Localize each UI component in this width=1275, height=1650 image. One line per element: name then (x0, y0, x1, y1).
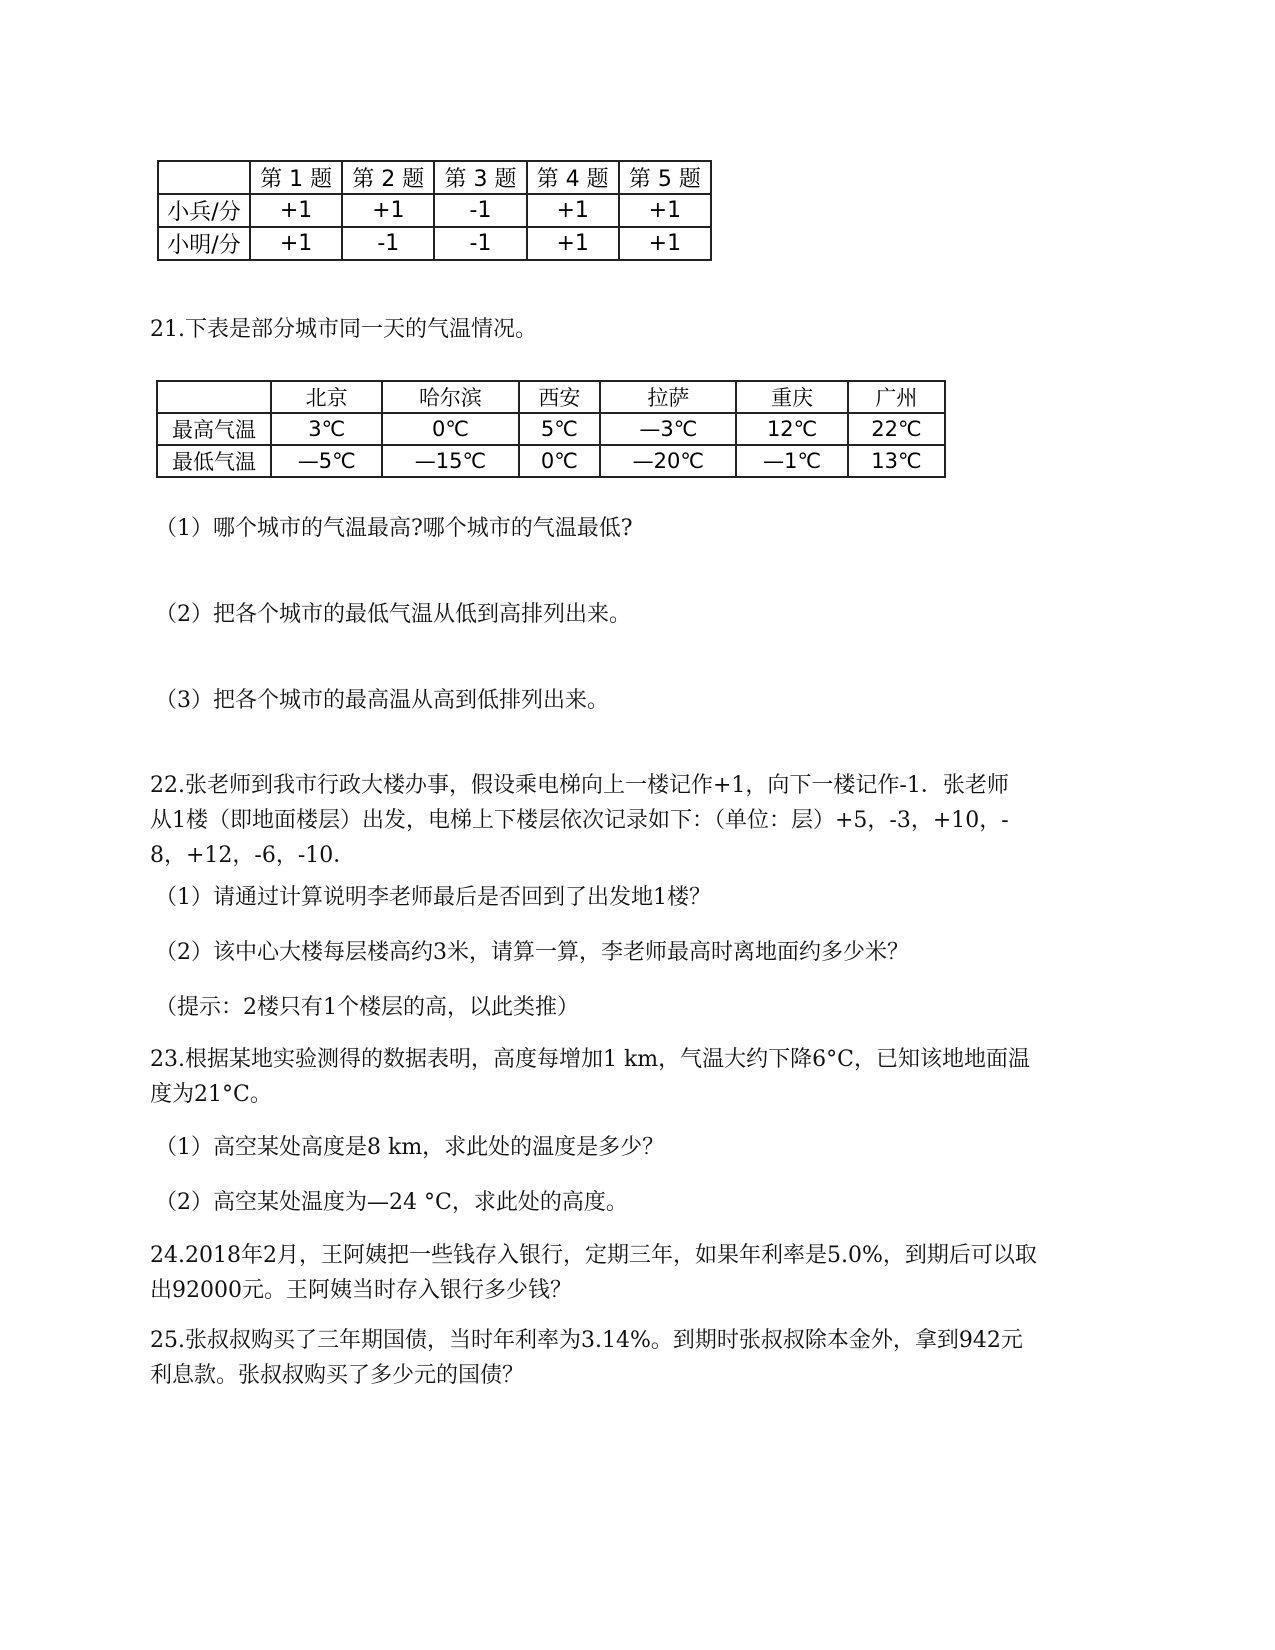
question-22-part-2: （2）该中心大楼每层楼高约3米，请算一算，李老师最高时离地面约多少米？ (155, 940, 909, 965)
table-cell: +1 (527, 227, 619, 260)
table-cell: 5℃ (519, 413, 601, 445)
table-cell: +1 (619, 227, 711, 260)
table-row (158, 194, 711, 227)
table-header-row (157, 381, 945, 413)
question-23-part-1: （1）高空某处高度是8 km，求此处的温度是多少？ (155, 1135, 665, 1160)
table-header-cell: 拉萨 (600, 381, 736, 413)
table-header-cell: 西安 (519, 381, 601, 413)
row-label: 最高气温 (157, 413, 271, 445)
temperature-table (156, 380, 946, 478)
question-23-line-1: 23.根据某地实验测得的数据表明，高度每增加1 km，气温大约下降6°C，已知该地地面温 (150, 1047, 1031, 1072)
table-corner-cell (157, 381, 271, 413)
row-label: 最低气温 (157, 445, 271, 477)
table-corner-cell (158, 161, 250, 194)
table-cell: —20℃ (600, 445, 736, 477)
table-cell: 13℃ (848, 445, 945, 477)
table-header-cell: 第 2 题 (342, 161, 434, 194)
question-25-line-2: 利息款。张叔叔购买了多少元的国债？ (150, 1363, 525, 1388)
table-cell: +1 (619, 194, 711, 227)
table-header-cell: 第 5 题 (619, 161, 711, 194)
table-cell: —5℃ (271, 445, 382, 477)
question-22-line-1: 22.张老师到我市行政大楼办事，假设乘电梯向上一楼记作+1，向下一楼记作-1．张老师 (150, 773, 1009, 798)
table-header-cell: 第 4 题 (527, 161, 619, 194)
question-22-part-1: （1）请通过计算说明李老师最后是否回到了出发地1楼？ (155, 885, 711, 910)
table-cell: —1℃ (736, 445, 847, 477)
question-21-stem: 21.下表是部分城市同一天的气温情况。 (150, 317, 537, 342)
table-header-cell: 广州 (848, 381, 945, 413)
table-cell: +1 (342, 194, 434, 227)
row-label: 小明/分 (158, 227, 250, 260)
question-25-stem (150, 1323, 1130, 1393)
table-cell: 22℃ (848, 413, 945, 445)
table-cell: —3℃ (600, 413, 736, 445)
table-header-cell: 北京 (271, 381, 382, 413)
question-25-line-1: 25.张叔叔购买了三年期国债，当时年利率为3.14%。到期时张叔叔除本金外，拿到942元 (150, 1328, 1023, 1353)
question-22-line-2: 从1楼（即地面楼层）出发，电梯上下楼层依次记录如下：（单位：层）+5，-3，+10，- (150, 808, 1009, 833)
score-table (157, 160, 712, 261)
question-24-line-1: 24.2018年2月，王阿姨把一些钱存入银行，定期三年，如果年利率是5.0%，到期后可以取 (150, 1243, 1037, 1268)
table-header-row (158, 161, 711, 194)
question-24-stem (150, 1238, 1130, 1308)
question-22-hint: （提示：2楼只有1个楼层的高，以此类推） (155, 995, 579, 1020)
row-label: 小兵/分 (158, 194, 250, 227)
table-cell: -1 (434, 194, 526, 227)
table-row (157, 445, 945, 477)
table-header-cell: 重庆 (736, 381, 847, 413)
question-23-stem (150, 1042, 1130, 1112)
question-24-line-2: 出92000元。王阿姨当时存入银行多少钱？ (150, 1278, 572, 1303)
table-header-cell: 第 3 题 (434, 161, 526, 194)
table-header-cell: 第 1 题 (250, 161, 342, 194)
question-23-part-2: （2）高空某处温度为—24 °C，求此处的高度。 (155, 1190, 628, 1215)
question-23-line-2: 度为21°C。 (150, 1082, 272, 1107)
table-cell: 0℃ (519, 445, 601, 477)
question-21-part-3: （3）把各个城市的最高温从高到低排列出来。 (155, 688, 609, 713)
table-cell: +1 (250, 227, 342, 260)
question-21-part-1: （1）哪个城市的气温最高?哪个城市的气温最低? (155, 516, 633, 541)
table-cell: 12℃ (736, 413, 847, 445)
table-row (158, 227, 711, 260)
table-cell: 0℃ (382, 413, 518, 445)
table-cell: 3℃ (271, 413, 382, 445)
table-cell: -1 (434, 227, 526, 260)
table-header-cell: 哈尔滨 (382, 381, 518, 413)
table-cell: +1 (250, 194, 342, 227)
question-22-line-3: 8，+12，-6，-10． (150, 843, 356, 868)
question-21-part-2: （2）把各个城市的最低气温从低到高排列出来。 (155, 602, 631, 627)
table-row (157, 413, 945, 445)
table-cell: +1 (527, 194, 619, 227)
table-cell: —15℃ (382, 445, 518, 477)
table-cell: -1 (342, 227, 434, 260)
question-22-stem (150, 768, 1130, 873)
